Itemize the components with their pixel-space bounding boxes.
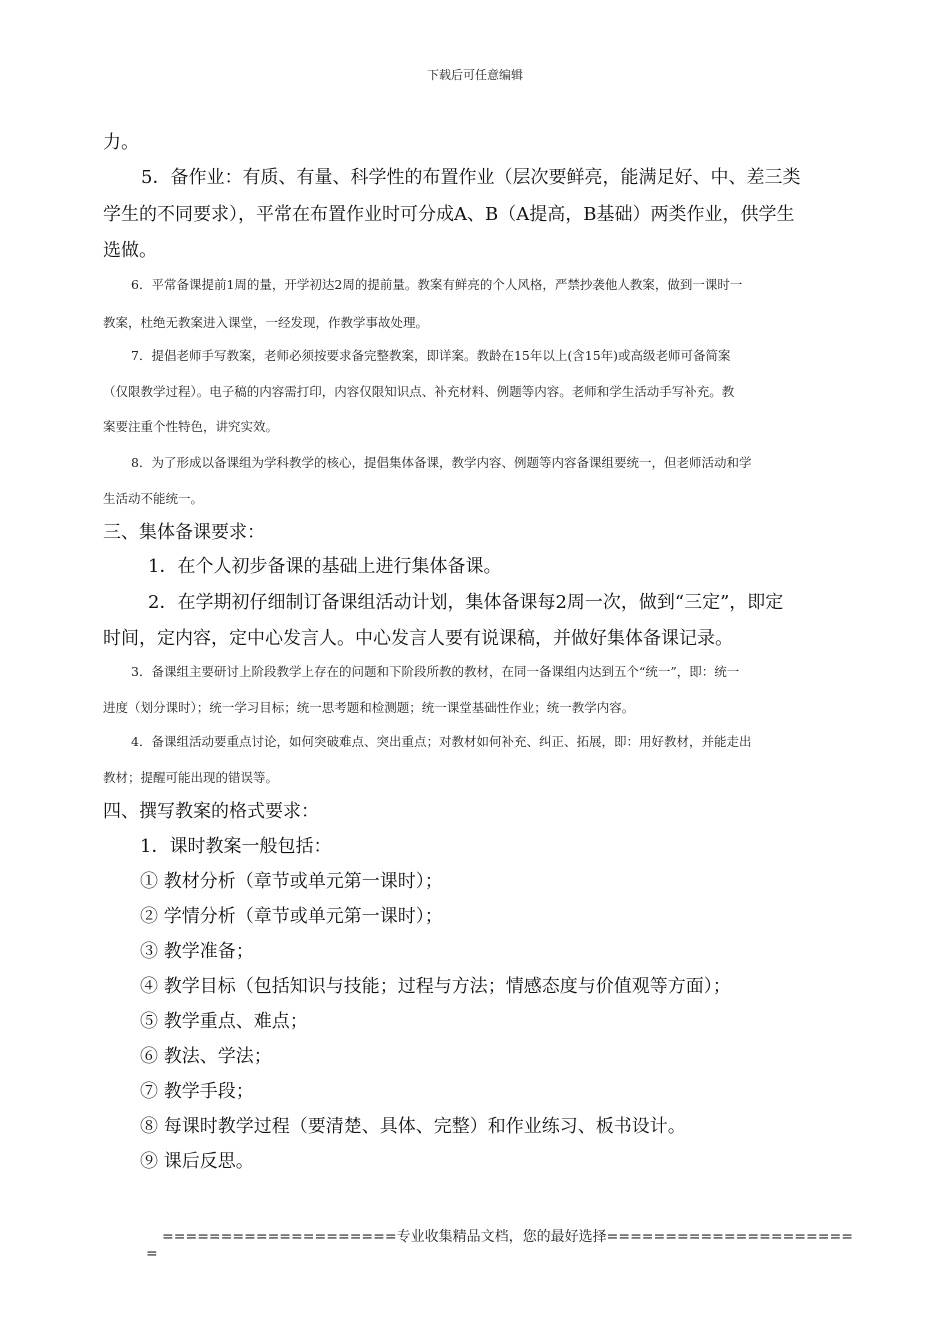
footer-banner: ====================专业收集精品文档，您的最好选择===================== bbox=[162, 1229, 853, 1245]
footer-banner-continuation: = bbox=[146, 1246, 158, 1262]
text-line: 教案，杜绝无教案进入课堂，一经发现，作教学事故处理。 bbox=[103, 315, 429, 330]
text-line: 6．平常备课提前1周的量，开学初达2周的提前量。教案有鲜亮的个人风格，严禁抄袭他人教案，做到一课时一 bbox=[131, 277, 743, 292]
text-line: 时间，定内容，定中心发言人。中心发言人要有说课稿，并做好集体备课记录。 bbox=[103, 628, 733, 649]
text-line: ⑦ 教学手段； bbox=[140, 1081, 254, 1102]
text-line: 四、撰写教案的格式要求： bbox=[103, 801, 319, 822]
page-header: 下载后可任意编辑 bbox=[426, 68, 523, 82]
text-line: ⑤ 教学重点、难点； bbox=[140, 1011, 308, 1032]
text-line: 8．为了形成以备课组为学科教学的核心，提倡集体备课，教学内容、例题等内容备课组要统一，但老师活动和学 bbox=[131, 455, 752, 470]
text-line: ③ 教学准备； bbox=[140, 941, 254, 962]
text-line: 进度（划分课时）；统一学习目标；统一思考题和检测题；统一课堂基础性作业；统一教学内容。 bbox=[103, 700, 635, 715]
text-line: 案要注重个性特色，讲究实效。 bbox=[103, 419, 279, 434]
text-line: 4．备课组活动要重点讨论，如何突破难点、突出重点；对教材如何补充、纠正、拓展，即：用好教材，并能走出 bbox=[131, 734, 752, 749]
text-line: 教材；提醒可能出现的错误等。 bbox=[103, 770, 279, 785]
text-line: 生活动不能统一。 bbox=[103, 491, 204, 506]
text-line: 2．在学期初仔细制订备课组活动计划，集体备课每2周一次，做到“三定”，即定 bbox=[148, 592, 784, 613]
text-line: ⑨ 课后反思。 bbox=[140, 1151, 254, 1172]
text-line: 三、集体备课要求： bbox=[103, 522, 265, 543]
text-line: ⑥ 教法、学法； bbox=[140, 1046, 272, 1067]
text-line: 选做。 bbox=[103, 240, 157, 261]
text-line: 1．课时教案一般包括： bbox=[140, 836, 332, 857]
text-line: 力。 bbox=[103, 132, 139, 153]
text-line: ① 教材分析（章节或单元第一课时）； bbox=[140, 871, 443, 892]
text-line: 1．在个人初步备课的基础上进行集体备课。 bbox=[148, 556, 502, 577]
text-line: 7．提倡老师手写教案，老师必须按要求备完整教案，即详案。教龄在15年以上(含15年)或高级老师可备简案 bbox=[131, 348, 731, 363]
text-line: ② 学情分析（章节或单元第一课时）； bbox=[140, 906, 443, 927]
text-line: ④ 教学目标（包括知识与技能；过程与方法；情感态度与价值观等方面）； bbox=[140, 976, 731, 997]
text-line: （仅限教学过程）。电子稿的内容需打印，内容仅限知识点、补充材料、例题等内容。老师和学生活动手写补充。教 bbox=[103, 384, 735, 399]
text-line: 5．备作业：有质、有量、科学性的布置作业（层次要鲜亮，能满足好、中、差三类 bbox=[141, 167, 801, 188]
text-line: 3．备课组主要研讨上阶段教学上存在的问题和下阶段所教的教材，在同一备课组内达到五个“统一”，即：统一 bbox=[131, 664, 740, 679]
text-line: ⑧ 每课时教学过程（要清楚、具体、完整）和作业练习、板书设计。 bbox=[140, 1116, 686, 1137]
text-line: 学生的不同要求），平常在布置作业时可分成A、B（A提高，B基础）两类作业，供学生 bbox=[103, 204, 795, 225]
